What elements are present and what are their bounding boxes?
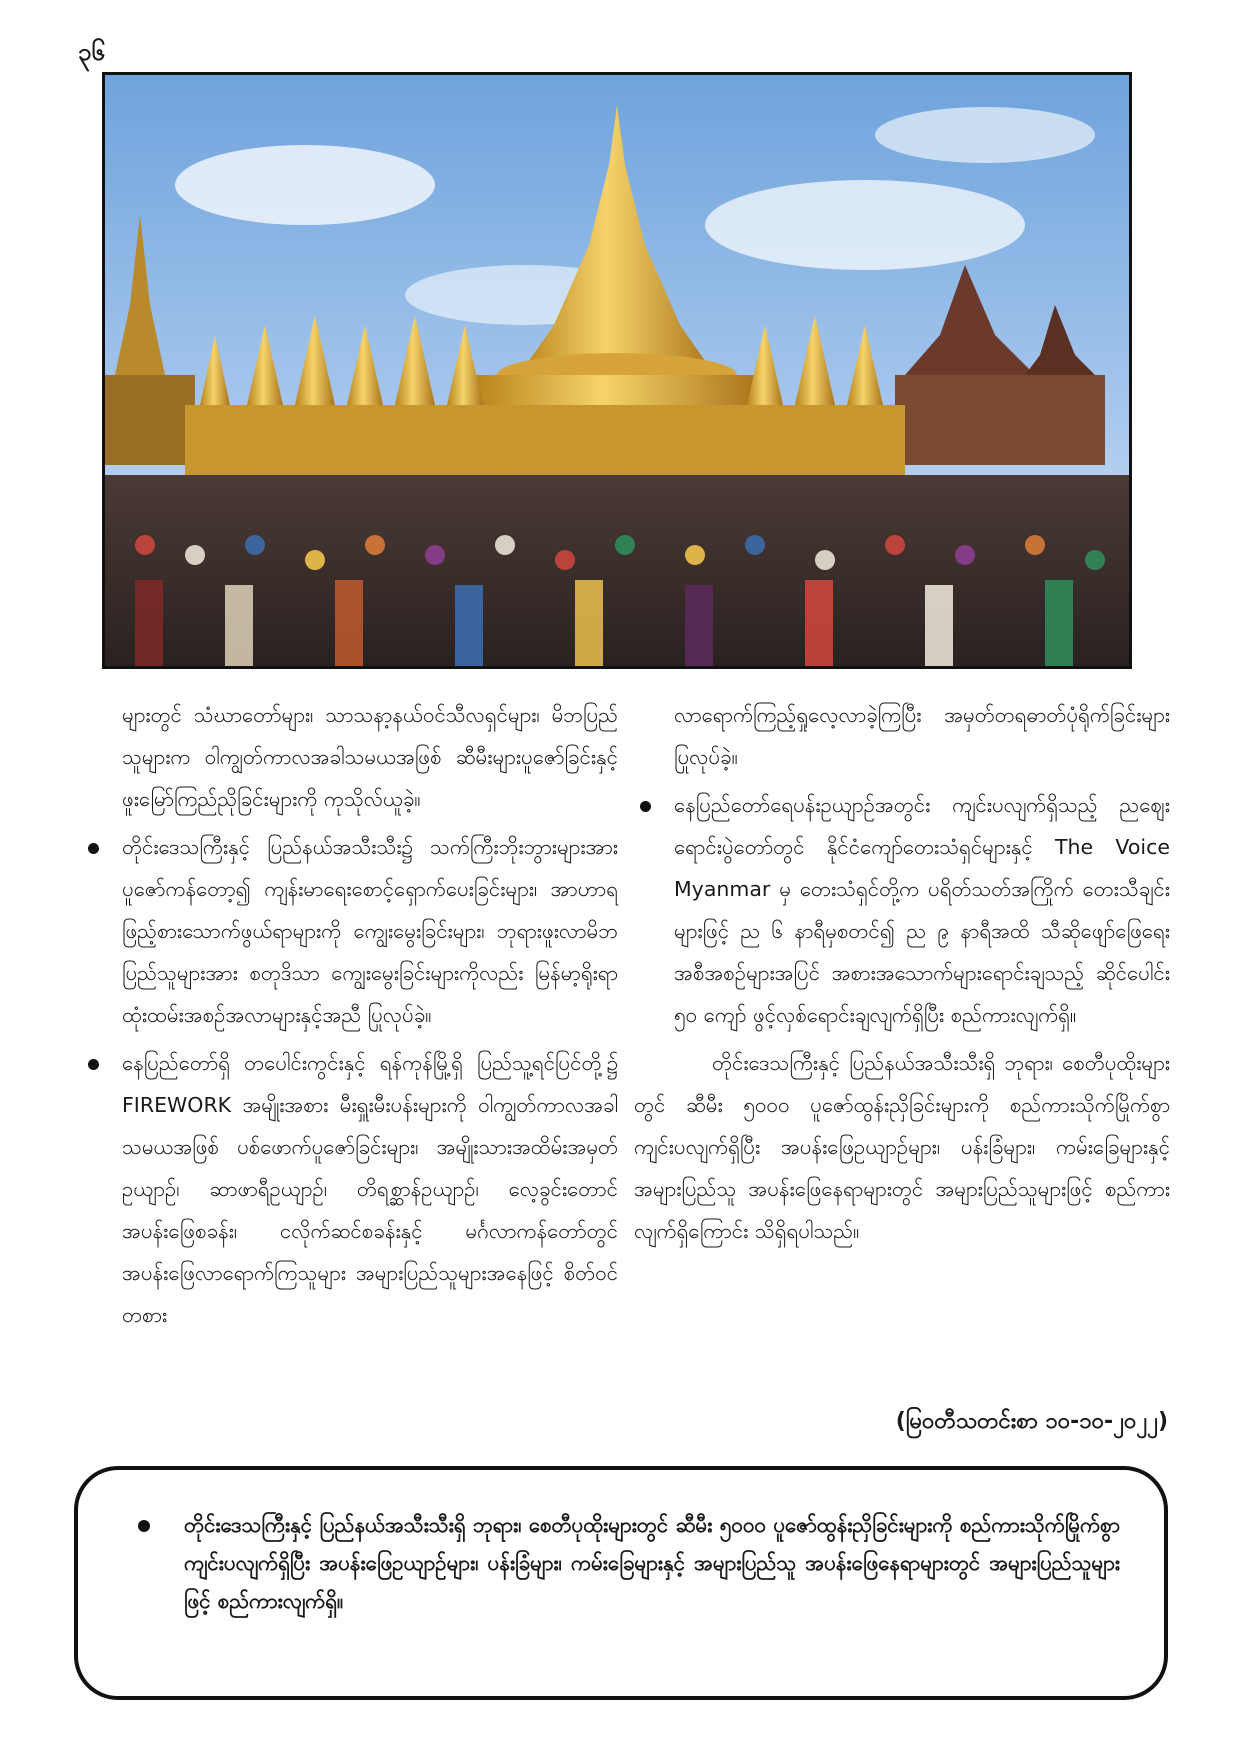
pagoda-photo	[102, 72, 1132, 669]
left-bullet-list	[82, 826, 618, 1336]
list-item: နေပြည်တော်ရေပန်းဥယျာဉ်အတွင်း ကျင်းပလျက်ရှိသည့် ညဈေးရောင်းပွဲတော်တွင် နိုင်ငံကျော်တေးသံရှင်များနှင့် The Voice Myanmar မှ တေးသံရှင်တို့က ပရိတ်သတ်အကြိုက် တေးသီချင်းများဖြင့် ည ၆ နာရီမှစတင်၍ ည ၉ နာရီအထိ သီဆိုဖျော်ဖြေရေးအစီအစဉ်များအပြင် အစားအသောက်များရောင်းချသည့် ဆိုင်ပေါင်း ၅၀ ကျော် ဖွင့်လှစ်ရောင်းချလျက်ရှိပြီး စည်ကားလျက်ရှိ။	[634, 784, 1170, 1036]
right-column	[634, 694, 1170, 1252]
summary-box	[74, 1466, 1168, 1700]
left-column	[82, 694, 618, 1342]
summary-list	[134, 1506, 1120, 1620]
list-item: တိုင်းဒေသကြီးနှင့် ပြည်နယ်အသီးသီး၌ သက်ကြီးဘိုးဘွားများအား ပူဇော်ကန်တော့၍ ကျန်းမာရေးစောင့်ရှောက်ပေးခြင်းများ၊ အာဟာရဖြည့်စားသောက်ဖွယ်ရာများကို ကျွေးမွေးခြင်းများ၊ ဘုရားဖူးလာမိဘပြည်သူများအား စတုဒိသာ ကျွေးမွေးခြင်းများကိုလည်း မြန်မာ့ရိုးရာ ထုံးထမ်းအစဉ်အလာများနှင့်အညီ ပြုလုပ်ခဲ့။	[82, 826, 618, 1036]
pagoda-photo-drawing	[105, 75, 1129, 666]
right-lead-paragraph: လာရောက်ကြည့်ရှုလေ့လာခဲ့ကြပြီး အမှတ်တရဓာတ်ပုံရိုက်ခြင်းများ ပြုလုပ်ခဲ့။	[674, 703, 1170, 769]
summary-text: တိုင်းဒေသကြီးနှင့် ပြည်နယ်အသီးသီးရှိ ဘုရား၊ စေတီပုထိုးများတွင် ဆီမီး ၅၀၀၀ ပူဇော်ထွန်းညှိခြင်းများကို စည်ကားသိုက်မြိုက်စွာ ကျင်းပလျက်ရှိပြီး အပန်းဖြေဥယျာဉ်များ၊ ပန်းခြံများ၊ ကမ်းခြေများနှင့် အများပြည်သူ အပန်းဖြေနေရာများတွင် အများပြည်သူများဖြင့် စည်ကားလျက်ရှိ။	[134, 1506, 1120, 1620]
list-item: နေပြည်တော်ရှိ တပေါင်းကွင်းနှင့် ရန်ကုန်မြို့ရှိ ပြည်သူ့ရင်ပြင်တို့၌ FIREWORK အမျိုးအစား မီးရှူးမီးပန်းများကို ဝါကျွတ်ကာလအခါသမယအဖြစ် ပစ်ဖောက်ပူဇော်ခြင်းများ၊ အမျိုးသားအထိမ်းအမှတ်ဥယျာဉ်၊ ဆာဖာရီဥယျာဉ်၊ တိရစ္ဆာန်ဥယျာဉ်၊ လေ့ခွင်းတောင်အပန်းဖြေစခန်း၊ ငလိုက်ဆင်စခန်းနှင့် မင်္ဂလာကန်တော်တွင် အပန်းဖြေလာရောက်ကြသူများ အများပြည်သူများအနေဖြင့် စိတ်ဝင်တစား	[82, 1042, 618, 1336]
right-bullet-list	[634, 784, 1170, 1036]
news-source: (မြဝတီသတင်းစာ ၁၀-၁၀-၂၀၂၂)	[895, 1409, 1168, 1434]
left-lead-paragraph: များတွင် သံဃာတော်များ၊ သာသနာ့နယ်ဝင်သီလရှင်များ၊ မိဘပြည်သူများက ဝါကျွတ်ကာလအခါသမယအဖြစ် ဆီမီးများပူဇော်ခြင်းနှင့် ဖူးမြော်ကြည်ညိုခြင်းများကို ကုသိုလ်ယူခဲ့။	[122, 703, 618, 811]
closing-paragraph: တိုင်းဒေသကြီးနှင့် ပြည်နယ်အသီးသီးရှိ ဘုရား၊ စေတီပုထိုးများတွင် ဆီမီး ၅၀၀၀ ပူဇော်ထွန်းညှိခြင်းများကို စည်ကားသိုက်မြိုက်စွာ ကျင်းပလျက်ရှိပြီး အပန်းဖြေဥယျာဉ်များ၊ ပန်းခြံများ၊ ကမ်းခြေများနှင့် အများပြည်သူ အပန်းဖြေနေရာများတွင် အများပြည်သူများဖြင့် စည်ကားလျက်ရှိကြောင်း သိရှိရပါသည်။	[634, 1051, 1170, 1243]
page-number: ၃၆	[78, 38, 105, 66]
